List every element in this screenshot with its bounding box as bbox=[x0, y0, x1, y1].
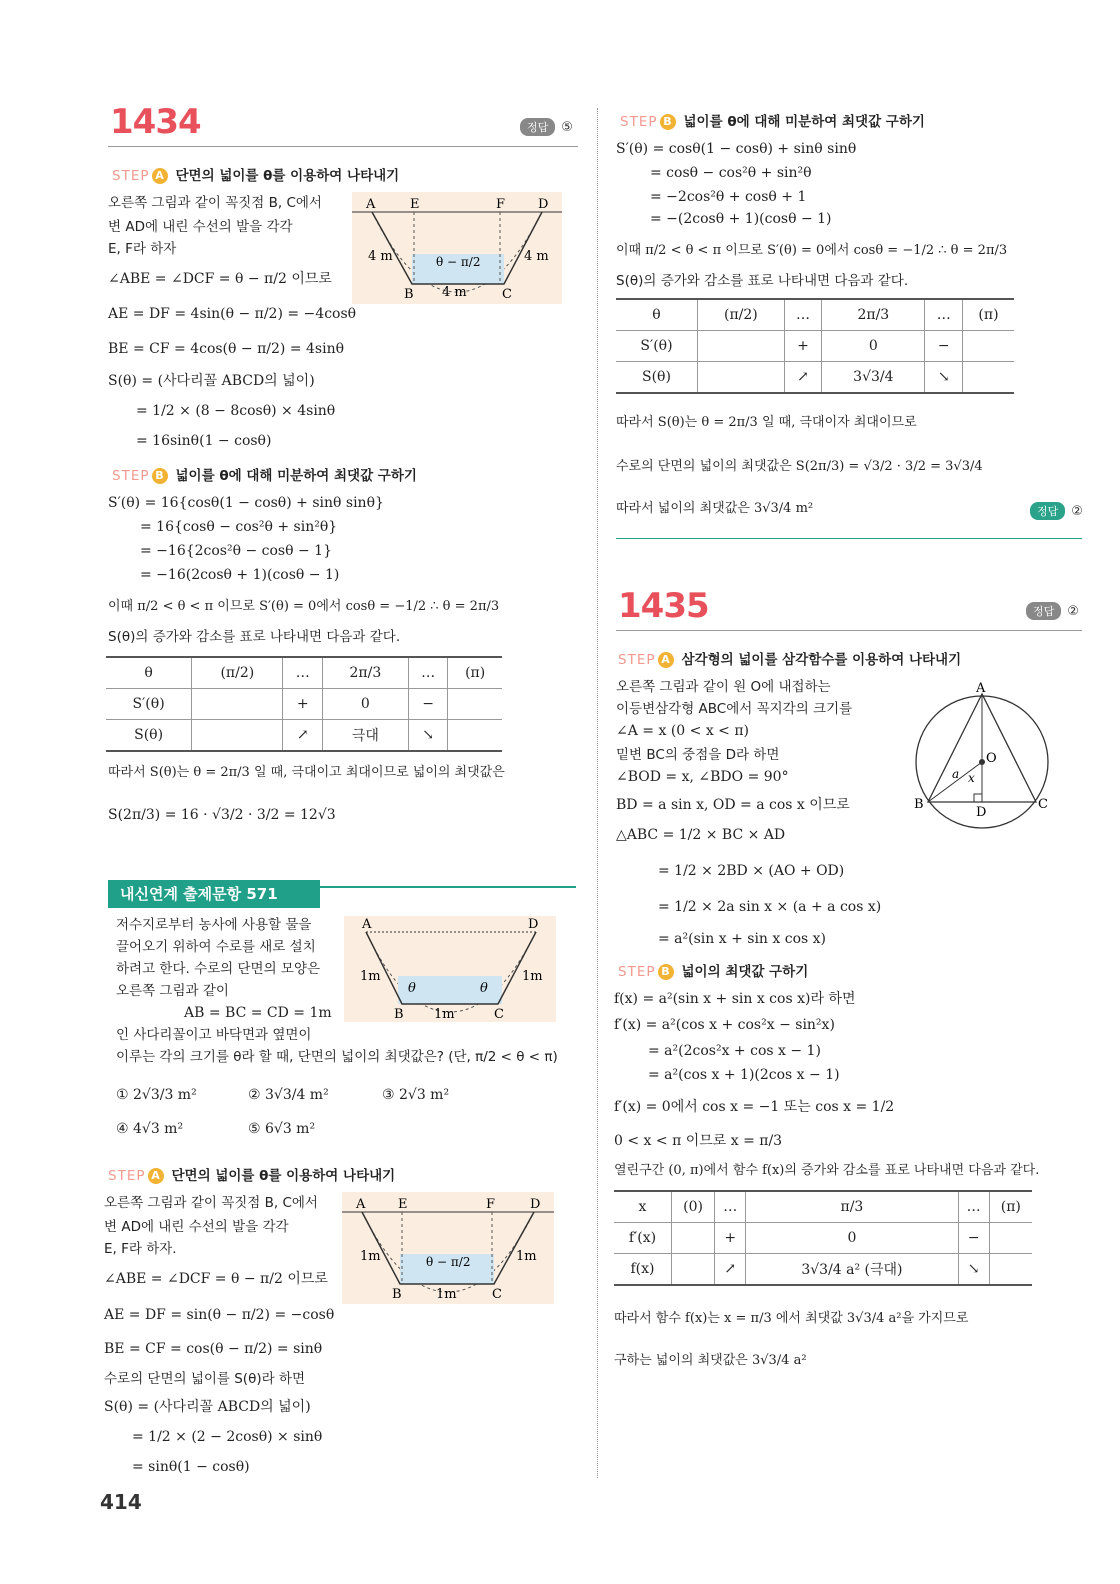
page-number: 414 bbox=[100, 1490, 142, 1514]
table-cell: − bbox=[958, 1223, 989, 1254]
math-line: S(2π/3) = 16 · √3/2 · 3/2 = 12√3 bbox=[108, 807, 336, 823]
text-line: 하려고 한다. 수로의 단면의 모양은 bbox=[116, 961, 321, 977]
table-cell: ↗ bbox=[784, 362, 821, 394]
table-cell: … bbox=[958, 1191, 989, 1223]
table-cell bbox=[448, 689, 502, 720]
math-line: = 16sinθ(1 − cosθ) bbox=[136, 433, 272, 449]
label-b: B bbox=[404, 287, 414, 302]
label-c: C bbox=[1038, 797, 1048, 812]
math-line: ∠A = x (0 < x < π) bbox=[616, 723, 750, 739]
table-row bbox=[614, 1191, 1032, 1223]
step-tag: STEP bbox=[112, 468, 150, 484]
label-a: A bbox=[362, 917, 372, 932]
step-letter-icon: A bbox=[658, 652, 674, 668]
answer-badge: 정답 bbox=[1030, 502, 1065, 520]
answer-badge: 정답 bbox=[1026, 602, 1061, 620]
math-line: 따라서 넓이의 최댓값은 3√3/4 m² bbox=[616, 501, 814, 516]
label-a: A bbox=[356, 1197, 366, 1212]
table-row bbox=[614, 1223, 1032, 1254]
table-cell: ↗ bbox=[283, 720, 322, 752]
label-right: 1m bbox=[516, 1249, 537, 1264]
text-line: E, F라 하자. bbox=[104, 1241, 177, 1257]
table-cell: (π) bbox=[962, 299, 1014, 331]
table-cell: π/3 bbox=[746, 1191, 958, 1223]
table-cell bbox=[989, 1223, 1032, 1254]
label-c: C bbox=[502, 287, 512, 302]
label-d: D bbox=[976, 805, 987, 820]
table-cell: 2π/3 bbox=[322, 657, 408, 689]
table-cell: 0 bbox=[746, 1223, 958, 1254]
label-b: B bbox=[394, 1007, 404, 1022]
table-cell bbox=[671, 1223, 714, 1254]
divider bbox=[108, 146, 578, 147]
column-separator bbox=[597, 108, 598, 1478]
label-angle: θ − π/2 bbox=[436, 255, 481, 269]
answer-1434 bbox=[520, 118, 573, 136]
math-line: AE = DF = sin(θ − π/2) = −cosθ bbox=[104, 1307, 335, 1323]
math-line: 수로의 단면의 넓이의 최댓값은 S(2π/3) = √3/2 · 3/2 = 3√3/4 bbox=[616, 459, 983, 474]
step-tag: STEP bbox=[618, 964, 656, 980]
table-cell: − bbox=[925, 331, 962, 362]
table-cell bbox=[962, 362, 1014, 394]
math-line: 이때 π/2 < θ < π 이므로 S′(θ) = 0에서 cosθ = −1/2 ∴ θ = 2π/3 bbox=[616, 243, 1008, 258]
step-b-header-1435 bbox=[618, 960, 808, 980]
table-row bbox=[614, 1254, 1032, 1286]
math-line: 따라서 S(θ)는 θ = 2π/3 일 때, 극대이자 최대이므로 bbox=[616, 415, 917, 430]
answer-value: ⑤ bbox=[561, 120, 573, 135]
table-cell: … bbox=[925, 299, 962, 331]
step-letter-icon: B bbox=[152, 468, 168, 484]
trapezoid-figure-571-solution bbox=[342, 1192, 554, 1304]
step-letter-icon: B bbox=[658, 964, 674, 980]
inscribed-triangle-figure bbox=[910, 680, 1060, 830]
label-f: F bbox=[496, 197, 506, 212]
math-line: S′(θ) = 16{cosθ(1 − cosθ) + sinθ sinθ} bbox=[108, 495, 384, 511]
linked-problem-title: 내신연계 출제문항 571 bbox=[108, 880, 320, 908]
choice-1: ① 2√3/3 m² bbox=[116, 1087, 197, 1103]
math-line: 따라서 함수 f(x)는 x = π/3 에서 최댓값 3√3/4 a²을 가지므로 bbox=[614, 1311, 969, 1326]
table-row bbox=[616, 362, 1014, 394]
math-line: BE = CF = 4cos(θ − π/2) = 4sinθ bbox=[108, 341, 345, 357]
step-title: 단면의 넓이를 θ를 이용하여 나타내기 bbox=[171, 1168, 396, 1184]
choice-3: ③ 2√3 m² bbox=[382, 1087, 450, 1103]
label-c: C bbox=[492, 1287, 502, 1302]
math-line: f(x) = a²(sin x + sin x cos x)라 하면 bbox=[614, 991, 856, 1007]
table-cell: … bbox=[784, 299, 821, 331]
math-line: = 1/2 × 2BD × (AO + OD) bbox=[658, 863, 845, 879]
label-right: 1m bbox=[522, 969, 543, 984]
math-line: 이때 π/2 < θ < π 이므로 S′(θ) = 0에서 cosθ = −1/2 ∴ θ = 2π/3 bbox=[108, 599, 500, 614]
step-letter-icon: A bbox=[148, 1168, 164, 1184]
text-line: 저수지로부터 농사에 사용할 물을 bbox=[116, 917, 312, 933]
table-cell: (0) bbox=[671, 1191, 714, 1223]
text-line: 이등변삼각형 ABC에서 꼭지각의 크기를 bbox=[616, 701, 853, 717]
label-bottom: 4 m bbox=[442, 285, 467, 300]
answer-badge: 정답 bbox=[520, 118, 555, 136]
text-line: 오른쪽 그림과 같이 원 O에 내접하는 bbox=[616, 679, 831, 695]
math-line: = −(2cosθ + 1)(cosθ − 1) bbox=[650, 211, 832, 227]
label-left: 1m bbox=[360, 1249, 381, 1264]
table-cell bbox=[671, 1254, 714, 1286]
text-line: 오른쪽 그림과 같이 꼭짓점 B, C에서 bbox=[104, 1195, 318, 1211]
header-line bbox=[304, 886, 576, 888]
step-title: 넓이를 θ에 대해 미분하여 최댓값 구하기 bbox=[175, 468, 417, 484]
math-line: = a²(cos x + 1)(2cos x − 1) bbox=[648, 1067, 840, 1083]
label-c: C bbox=[494, 1007, 504, 1022]
math-line: BE = CF = cos(θ − π/2) = sinθ bbox=[104, 1341, 323, 1357]
step-b-header bbox=[112, 464, 417, 484]
math-line: 열린구간 (0, π)에서 함수 f(x)의 증가와 감소를 표로 나타내면 다음과 같다. bbox=[614, 1163, 1040, 1178]
table-cell: f′(x) bbox=[614, 1223, 671, 1254]
step-b-header-571 bbox=[620, 110, 925, 130]
table-cell: 0 bbox=[322, 689, 408, 720]
label-e: E bbox=[398, 1197, 408, 1212]
math-line: = 1/2 × (2 − 2cosθ) × sinθ bbox=[132, 1429, 323, 1445]
math-line: = 16{cosθ − cos²θ + sin²θ} bbox=[140, 519, 338, 535]
table-cell bbox=[448, 720, 502, 752]
table-row bbox=[106, 689, 502, 720]
label-d: D bbox=[530, 1197, 541, 1212]
variation-table-1434 bbox=[106, 656, 502, 752]
math-line: 0 < x < π 이므로 x = π/3 bbox=[614, 1133, 783, 1149]
text-line: 인 사다리꼴이고 바닥면과 옆면이 bbox=[116, 1027, 312, 1043]
math-line: 구하는 넓이의 최댓값은 3√3/4 a² bbox=[614, 1353, 807, 1368]
math-line: f′(x) = 0에서 cos x = −1 또는 cos x = 1/2 bbox=[614, 1099, 895, 1115]
step-title: 넓이를 θ에 대해 미분하여 최댓값 구하기 bbox=[683, 114, 925, 130]
label-left: 4 m bbox=[368, 249, 393, 264]
table-cell: θ bbox=[616, 299, 697, 331]
table-cell: S(θ) bbox=[616, 362, 697, 394]
trapezoid-figure-571 bbox=[344, 916, 556, 1022]
label-f: F bbox=[486, 1197, 496, 1212]
text-line: 끌어오기 위하여 수로를 새로 설치 bbox=[116, 939, 316, 955]
variation-table-571 bbox=[616, 298, 1014, 394]
math-line: ∠ABE = ∠DCF = θ − π/2 이므로 bbox=[108, 271, 332, 287]
table-cell: … bbox=[283, 657, 322, 689]
answer-value: ② bbox=[1071, 504, 1083, 519]
math-line: ∠BOD = x, ∠BDO = 90° bbox=[616, 769, 789, 785]
table-row bbox=[616, 299, 1014, 331]
choice-4: ④ 4√3 m² bbox=[116, 1121, 184, 1137]
label-b: B bbox=[392, 1287, 402, 1302]
text-line: S(θ)의 증가와 감소를 표로 나타내면 다음과 같다. bbox=[616, 273, 909, 289]
label-a-radius: a bbox=[952, 767, 960, 781]
label-a: A bbox=[366, 197, 376, 212]
table-row bbox=[106, 720, 502, 752]
math-line: S(θ) = (사다리꼴 ABCD의 넓이) bbox=[104, 1399, 311, 1415]
label-bottom: 1m bbox=[434, 1007, 455, 1022]
step-a-header-571 bbox=[108, 1164, 395, 1184]
math-line: f′(x) = a²(cos x + cos²x − sin²x) bbox=[614, 1017, 835, 1033]
step-title: 넓이의 최댓값 구하기 bbox=[681, 964, 809, 980]
text-line: S(θ)의 증가와 감소를 표로 나타내면 다음과 같다. bbox=[108, 629, 401, 645]
step-tag: STEP bbox=[620, 114, 658, 130]
label-a: A bbox=[976, 681, 986, 696]
table-cell: S′(θ) bbox=[106, 689, 192, 720]
step-tag: STEP bbox=[618, 652, 656, 668]
text-line: 수로의 단면의 넓이를 S(θ)라 하면 bbox=[104, 1371, 306, 1387]
answer-571 bbox=[1030, 502, 1083, 520]
math-line: BD = a sin x, OD = a cos x 이므로 bbox=[616, 797, 850, 813]
table-cell: 극대 bbox=[322, 720, 408, 752]
answer-value: ② bbox=[1067, 604, 1079, 619]
choice-5: ⑤ 6√3 m² bbox=[248, 1121, 316, 1137]
label-angle: θ − π/2 bbox=[426, 1255, 471, 1269]
table-cell bbox=[697, 331, 784, 362]
table-cell: ↘ bbox=[925, 362, 962, 394]
math-line: S′(θ) = cosθ(1 − cosθ) + sinθ sinθ bbox=[616, 141, 857, 157]
label-theta-left: θ bbox=[408, 981, 416, 996]
table-cell: 0 bbox=[822, 331, 925, 362]
table-cell bbox=[989, 1254, 1032, 1286]
table-cell: (π) bbox=[989, 1191, 1032, 1223]
math-line: = −2cos²θ + cosθ + 1 bbox=[650, 189, 807, 205]
step-title: 단면의 넓이를 θ를 이용하여 나타내기 bbox=[175, 168, 400, 184]
table-cell: + bbox=[715, 1223, 746, 1254]
table-cell: 2π/3 bbox=[822, 299, 925, 331]
label-bottom: 1m bbox=[436, 1287, 457, 1302]
text-line: 변 AD에 내린 수선의 발을 각각 bbox=[108, 219, 293, 235]
math-line: = cosθ − cos²θ + sin²θ bbox=[650, 165, 812, 181]
table-cell bbox=[192, 689, 283, 720]
math-line: = −16(2cosθ + 1)(cosθ − 1) bbox=[140, 567, 340, 583]
step-tag: STEP bbox=[108, 1168, 146, 1184]
label-b: B bbox=[914, 797, 924, 812]
label-right: 4 m bbox=[524, 249, 549, 264]
text-line: E, F라 하자 bbox=[108, 241, 177, 257]
choice-2: ② 3√3/4 m² bbox=[248, 1087, 329, 1103]
table-cell: ↗ bbox=[715, 1254, 746, 1286]
label-theta-right: θ bbox=[480, 981, 488, 996]
table-cell: … bbox=[715, 1191, 746, 1223]
problem-number-1434: 1434 bbox=[110, 102, 201, 142]
table-row bbox=[106, 657, 502, 689]
step-letter-icon: B bbox=[660, 114, 676, 130]
table-cell: ↘ bbox=[958, 1254, 989, 1286]
label-x: x bbox=[968, 771, 975, 785]
table-cell bbox=[962, 331, 1014, 362]
label-d: D bbox=[538, 197, 549, 212]
math-line: AE = DF = 4sin(θ − π/2) = −4cosθ bbox=[108, 306, 357, 322]
answer-1435 bbox=[1026, 602, 1079, 620]
table-cell: S′(θ) bbox=[616, 331, 697, 362]
math-line: S(θ) = (사다리꼴 ABCD의 넓이) bbox=[108, 373, 315, 389]
divider bbox=[616, 630, 1082, 631]
label-left: 1m bbox=[360, 969, 381, 984]
table-cell: 3√3/4 bbox=[822, 362, 925, 394]
variation-table-1435 bbox=[614, 1190, 1032, 1286]
label-o: O bbox=[986, 751, 997, 766]
table-cell: ↘ bbox=[408, 720, 447, 752]
table-cell: + bbox=[784, 331, 821, 362]
step-title: 삼각형의 넓이를 삼각함수를 이용하여 나타내기 bbox=[681, 652, 962, 668]
math-line: 따라서 S(θ)는 θ = 2π/3 일 때, 극대이고 최대이므로 넓이의 최댓값은 bbox=[108, 765, 505, 780]
math-line: = 1/2 × 2a sin x × (a + a cos x) bbox=[658, 899, 882, 915]
math-line: = sinθ(1 − cosθ) bbox=[132, 1459, 250, 1475]
step-tag: STEP bbox=[112, 168, 150, 184]
problem-number-1435: 1435 bbox=[618, 586, 709, 626]
table-cell: … bbox=[408, 657, 447, 689]
text-line: 이루는 각의 크기를 θ라 할 때, 단면의 넓이의 최댓값은? (단, π/2 < θ < π) bbox=[116, 1049, 558, 1065]
table-cell: S(θ) bbox=[106, 720, 192, 752]
table-cell bbox=[697, 362, 784, 394]
table-cell: f(x) bbox=[614, 1254, 671, 1286]
table-cell: (π/2) bbox=[697, 299, 784, 331]
linked-problem-header bbox=[104, 880, 576, 908]
table-row bbox=[616, 331, 1014, 362]
table-cell: + bbox=[283, 689, 322, 720]
text-line: 오른쪽 그림과 같이 꼭짓점 B, C에서 bbox=[108, 195, 322, 211]
text-line: 변 AD에 내린 수선의 발을 각각 bbox=[104, 1219, 289, 1235]
math-line: = −16{2cos²θ − cosθ − 1} bbox=[140, 543, 332, 559]
step-a-header-1435 bbox=[618, 648, 961, 668]
math-line: = a²(2cos²x + cos x − 1) bbox=[648, 1043, 821, 1059]
trapezoid-figure bbox=[352, 192, 562, 304]
math-line: △ABC = 1/2 × BC × AD bbox=[616, 827, 786, 843]
label-d: D bbox=[528, 917, 539, 932]
step-letter-icon: A bbox=[152, 168, 168, 184]
divider bbox=[616, 538, 1082, 539]
step-a-header bbox=[112, 164, 399, 184]
math-line: AB = BC = CD = 1m bbox=[184, 1005, 332, 1021]
label-e: E bbox=[410, 197, 420, 212]
table-cell: (π/2) bbox=[192, 657, 283, 689]
text-line: 오른쪽 그림과 같이 bbox=[116, 983, 229, 999]
table-cell: 3√3/4 a² (극대) bbox=[746, 1254, 958, 1286]
math-line: ∠ABE = ∠DCF = θ − π/2 이므로 bbox=[104, 1271, 328, 1287]
table-cell bbox=[192, 720, 283, 752]
math-line: = a²(sin x + sin x cos x) bbox=[658, 931, 826, 947]
math-line: = 1/2 × (8 − 8cosθ) × 4sinθ bbox=[136, 403, 336, 419]
text-line: 밑변 BC의 중점을 D라 하면 bbox=[616, 747, 780, 763]
table-cell: x bbox=[614, 1191, 671, 1223]
table-cell: − bbox=[408, 689, 447, 720]
table-cell: θ bbox=[106, 657, 192, 689]
table-cell: (π) bbox=[448, 657, 502, 689]
